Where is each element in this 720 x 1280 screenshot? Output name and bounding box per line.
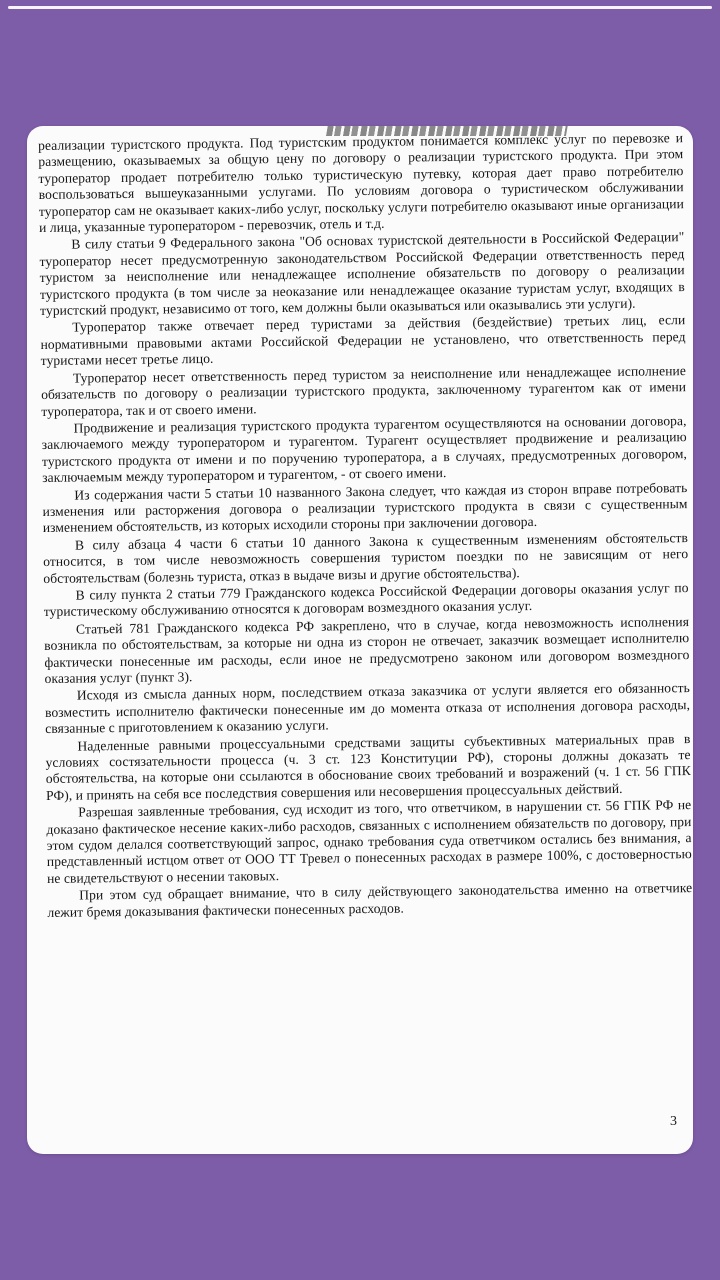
paragraph: Продвижение и реализация туристского продукта турагентом осуществляются на основании договора, заключаемого между туроператором и турагентом. Турагент осуществляет продвижение и реализацию туристского продукта от имени и по поручению туроператора, а в случаях, предусмотренных договором, заключаемым между туроператором и турагентом, - от своего имени.	[41, 413, 687, 486]
paragraph: Разрешая заявленные требования, суд исходит из того, что ответчиком, в нарушении ст. 56 ГПК РФ не доказано фактическое несение каких-либо расходов, связанных с исполнением обязательств по договору, при этом судом делался соответствующий запрос, однако требования суда ответчиком остались без внимания, а представленный истцом ответ от ООО ТТ Тревел о понесенных расходах в размере 100%, с достоверностью не свидетельствуют о несении таковых.	[46, 797, 692, 886]
page-number: 3	[670, 1114, 677, 1129]
story-progress-bars	[8, 6, 712, 9]
paragraph: Из содержания части 5 статьи 10 названного Закона следует, что каждая из сторон вправе потребовать изменения или расторжения договора о реализации туристского продукта в связи с существенным изменением обстоятельств, из которых исходили стороны при заключении договора.	[42, 479, 688, 536]
document-page[interactable]	[27, 126, 693, 1154]
paragraph: Статьей 781 Гражданского кодекса РФ закреплено, что в случае, когда невозможность исполнения возникла по обстоятельствам, за которые ни одна из сторон не отвечает, заказчик возмещает исполнителю фактически понесенные им расходы, если иное не предусмотрено законом или договором возмездного оказания услуг (пункт 3).	[44, 613, 690, 686]
paragraph: В силу статьи 9 Федерального закона "Об основах туристской деятельности в Российской Федерации" туроператор несет предусмотренную законодательством Российской Федерации ответственность перед туристом за неисполнение или ненадлежащее исполнение обязательств по договору о реализации туристского продукта (в том числе за неоказание или ненадлежащее оказание туристам услуг, входящих в туристский продукт, независимо от того, кем должны были оказываться или оказывались эти услуги).	[39, 229, 685, 319]
document-body	[38, 130, 693, 922]
story-progress-segment	[8, 6, 712, 9]
paragraph: В силу пункта 2 статьи 779 Гражданского кодекса Российской Федерации договоры оказания услуг по туристическому обслуживанию относятся к договорам возмездного оказания услуг.	[43, 580, 689, 620]
paragraph: Туроператор несет ответственность перед туристом за неисполнение или ненадлежащее исполнение обязательств по договору о реализации туристского продукта, заключенному турагентом как от имени туроператора, так и от своего имени.	[41, 362, 687, 419]
story-progress-fill	[8, 6, 712, 9]
paragraph: реализации туристского продукта. Под туристским продуктом понимается комплекс услуг по перевозке и размещению, оказываемых за общую цену по договору о реализации туристского продукта. При этом туроператор продает потребителю только туристическую путевку, которая дает право потребителю воспользоваться вышеуказанными услугами. По условиям договора о туристическом обслуживании туроператор сам не оказывает каких-либо услуг, поскольку услуги потребителю оказывают иные организации и лица, указанные туроператором - перевозчик, отель и т.д.	[38, 130, 684, 236]
paragraph: Исходя из смысла данных норм, последствием отказа заказчика от услуги является его обязанность возместить исполнителю фактически понесенные им до момента отказа от исполнения договора расходы, связанные с приготовлением к оказанию услуги.	[44, 680, 691, 737]
paragraph: Наделенные равными процессуальными средствами защиты субъективных материальных прав в условиях состязательности процесса (ч. 3 ст. 123 Конституции РФ), стороны должны доказать те обстоятельства, на которые они ссылаются в обоснование своих требований и возражений (ч. 1 ст. 56 ГПК РФ), и принять на себя все последствия совершения или несовершения процессуальных действий.	[45, 730, 691, 803]
paragraph: В силу абзаца 4 части 6 статьи 10 данного Закона к существенным изменениям обстоятельств относится, в том числе невозможность совершения туристом поездки по не зависящим от него обстоятельствам (болезнь туриста, отказ в выдаче визы и другие обстоятельства).	[43, 529, 689, 586]
paragraph: При этом суд обращает внимание, что в силу действующего законодательства именно на ответчике лежит бремя доказывания фактически понесенных расходов.	[47, 880, 693, 920]
paragraph: Туроператор также отвечает перед туристами за действия (бездействие) третьих лиц, если нормативными правовыми актами Российской Федерации не установлено, что ответственность перед туристами несет третье лицо.	[40, 312, 686, 369]
